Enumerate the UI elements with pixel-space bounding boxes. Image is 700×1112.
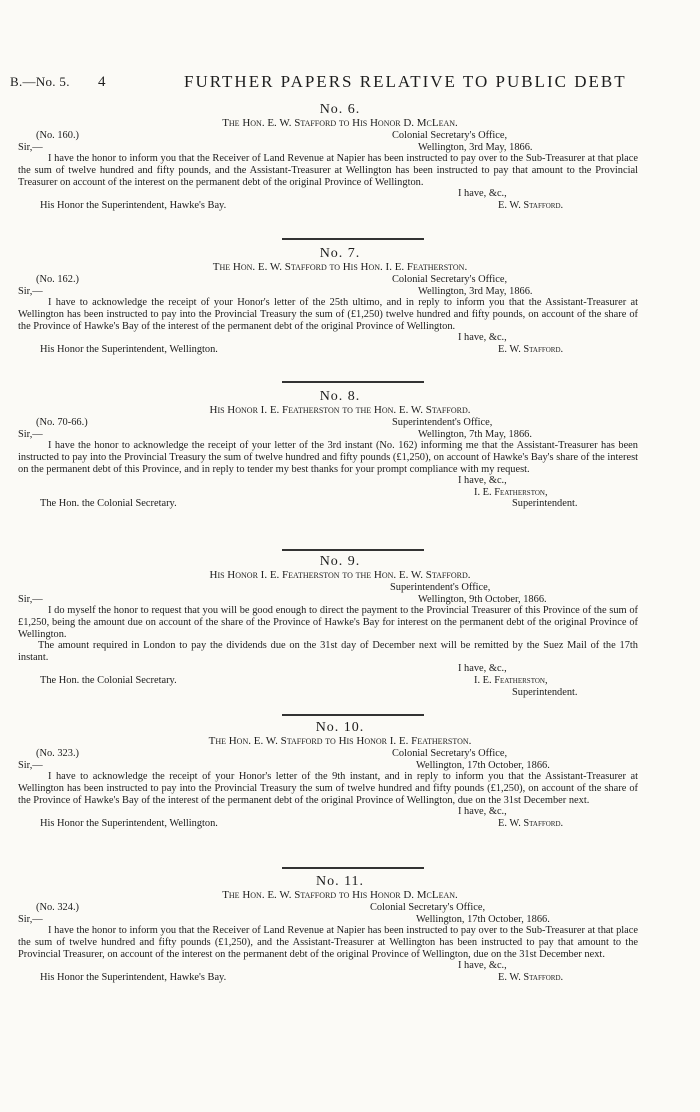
letter-place-date: Wellington, 17th October, 1866. bbox=[416, 913, 550, 925]
document-reference: B.—No. 5. bbox=[10, 74, 70, 89]
letter-close: I have, &c., bbox=[458, 960, 507, 972]
signatory-title: Superintendent. bbox=[512, 686, 578, 698]
letter-number: No. 11. bbox=[315, 874, 365, 889]
letter-no-10 bbox=[18, 720, 638, 829]
letter-heading: The Hon. E. W. Stafford to His Honor I. E. Featherston. bbox=[208, 734, 472, 747]
letter-place-date: Wellington, 9th October, 1866. bbox=[418, 593, 547, 605]
page-header bbox=[10, 74, 690, 96]
letter-salutation: Sir,— bbox=[18, 285, 43, 297]
letter-office: Colonial Secretary's Office, bbox=[392, 748, 508, 760]
letter-addressee: His Honor the Superintendent, Wellington. bbox=[40, 817, 218, 829]
letter-reference: (No. 324.) bbox=[36, 902, 79, 914]
letter-place-date: Wellington, 3rd May, 1866. bbox=[418, 285, 533, 297]
letter-close: I have, &c., bbox=[458, 475, 507, 487]
signatory-title: Superintendent. bbox=[512, 498, 578, 510]
letter-signature: E. W. Stafford. bbox=[498, 817, 564, 829]
separator-rule bbox=[282, 238, 424, 240]
letter-signature: I. E. Featherston, bbox=[474, 674, 548, 686]
letter-no-7 bbox=[18, 246, 638, 355]
letter-addressee: His Honor the Superintendent, Hawke's Bay. bbox=[40, 199, 227, 211]
letter-number: No. 7. bbox=[319, 246, 361, 261]
letter-heading: His Honor I. E. Featherston to the Hon. E. W. Stafford. bbox=[209, 568, 471, 581]
letter-office: Colonial Secretary's Office, bbox=[392, 130, 508, 142]
letter-body-paragraph-2: The amount required in London to pay the dividends due on the 31st day of December next will be remitted by the Suez Mail of the 17th instant. bbox=[18, 640, 638, 663]
letter-close: I have, &c., bbox=[458, 663, 507, 675]
letter-heading: His Honor I. E. Featherston to the Hon. E. W. Stafford. bbox=[209, 403, 471, 416]
letter-close: I have, &c., bbox=[458, 806, 507, 818]
letter-salutation: Sir,— bbox=[18, 428, 43, 440]
letter-addressee: The Hon. the Colonial Secretary. bbox=[40, 498, 177, 510]
letter-number: No. 10. bbox=[315, 720, 365, 735]
letter-heading: The Hon. E. W. Stafford to His Honor D. McLean. bbox=[222, 888, 458, 901]
letter-body: I have the honor to inform you that the Receiver of Land Revenue at Napier has been instructed to pay over to the Sub-Treasurer at that place the sum of twelve hundred and fifty pounds, and the Assistant-Treasurer at Wellington has been instructed to pay that amount to the Provincial Treasurer on account of the interest on the permanent debt of the original Province of Wellington. bbox=[18, 153, 638, 188]
letter-addressee: The Hon. the Colonial Secretary. bbox=[40, 674, 177, 686]
letter-heading: The Hon. E. W. Stafford to His Honor D. McLean. bbox=[222, 116, 458, 129]
letter-addressee: His Honor the Superintendent, Hawke's Bay. bbox=[40, 971, 227, 983]
letter-office: Superintendent's Office, bbox=[392, 417, 493, 429]
letter-body: I have the honor to inform you that the Receiver of Land Revenue at Napier has been instructed to pay over to the Sub-Treasurer at that place the sum of twelve hundred and fifty pounds (£1,250), and the Assistant-Treasurer at Wellington has been instructed to pay that amount to the Provincial Treasurer, on account of the interest on the permanent debt of the original Province of Wellington, due on the 31st December next. bbox=[18, 925, 638, 960]
letter-no-11 bbox=[18, 874, 638, 983]
separator-rule bbox=[282, 867, 424, 869]
letter-addressee: His Honor the Superintendent, Wellington. bbox=[40, 343, 218, 355]
separator-rule bbox=[282, 381, 424, 383]
letter-signature: I. E. Featherston, bbox=[474, 486, 548, 498]
letter-office: Colonial Secretary's Office, bbox=[392, 274, 508, 286]
letter-body: I do myself the honor to request that you will be good enough to direct the payment to the Provincial Treasurer of this Province of the sum of £1,250, being the amount due on account of the share of the Province of Hawke's Bay for interest on the permanent debt of the original Province of Wellington. bbox=[18, 605, 638, 640]
letter-close: I have, &c., bbox=[458, 188, 507, 200]
letter-number: No. 6. bbox=[319, 102, 361, 117]
letter-number: No. 9. bbox=[319, 554, 361, 569]
letter-salutation: Sir,— bbox=[18, 593, 43, 605]
letter-place-date: Wellington, 3rd May, 1866. bbox=[418, 141, 533, 153]
letter-reference: (No. 162.) bbox=[36, 274, 79, 286]
letter-body: I have the honor to acknowledge the receipt of your letter of the 3rd instant (No. 162) informing me that the Assistant-Treasurer has been instructed to pay into the Provincial Treasury the sum of twelve hundred and fifty pounds (£1,250), on account of Hawke's Bay's share of the interest on the permanent debt of this Province, and in reply to tender my best thanks for your prompt compliance with my request. bbox=[18, 440, 638, 475]
letter-reference: (No. 323.) bbox=[36, 748, 79, 760]
letter-reference: (No. 160.) bbox=[36, 130, 79, 142]
letter-signature: E. W. Stafford. bbox=[498, 199, 564, 211]
separator-rule bbox=[282, 549, 424, 551]
letter-heading: The Hon. E. W. Stafford to His Hon. I. E. Featherston. bbox=[212, 260, 468, 273]
letter-body: I have to acknowledge the receipt of your Honor's letter of the 9th instant, and in reply to inform you that the Assistant-Treasurer at Wellington has been instructed to pay into the Provincial Treasury the sum of twelve hundred and fifty pounds (£1,250), on account of the share of the Province of Hawke's Bay of the interest of the permanent debt of the original Province of Wellington, due on the 31st December next. bbox=[18, 771, 638, 806]
letter-signature: E. W. Stafford. bbox=[498, 343, 564, 355]
letter-salutation: Sir,— bbox=[18, 141, 43, 153]
page-number: 4 bbox=[98, 74, 106, 90]
letter-office: Colonial Secretary's Office, bbox=[370, 902, 486, 914]
letter-place-date: Wellington, 17th October, 1866. bbox=[416, 759, 550, 771]
letter-close: I have, &c., bbox=[458, 332, 507, 344]
letter-office: Superintendent's Office, bbox=[390, 582, 491, 594]
page-title: FURTHER PAPERS RELATIVE TO PUBLIC DEBT bbox=[184, 72, 627, 91]
separator-rule bbox=[282, 714, 424, 716]
letter-body: I have to acknowledge the receipt of your Honor's letter of the 25th ultimo, and in reply to inform you that the Assistant-Treasurer at Wellington has been instructed to pay into the Provincial Treasury the sum of (£1,250) twelve hundred and fifty pounds, on account of the share of the Province of Hawke's Bay of the interest of the permanent debt of the original Province of Wellington. bbox=[18, 297, 638, 332]
letter-salutation: Sir,— bbox=[18, 913, 43, 925]
letter-salutation: Sir,— bbox=[18, 759, 43, 771]
letter-place-date: Wellington, 7th May, 1866. bbox=[418, 428, 532, 440]
letter-no-6 bbox=[18, 102, 638, 211]
letter-reference: (No. 70-66.) bbox=[36, 417, 88, 429]
letter-no-8 bbox=[18, 389, 638, 510]
letter-signature: E. W. Stafford. bbox=[498, 971, 564, 983]
letter-no-9 bbox=[18, 554, 638, 698]
letter-number: No. 8. bbox=[319, 389, 361, 404]
